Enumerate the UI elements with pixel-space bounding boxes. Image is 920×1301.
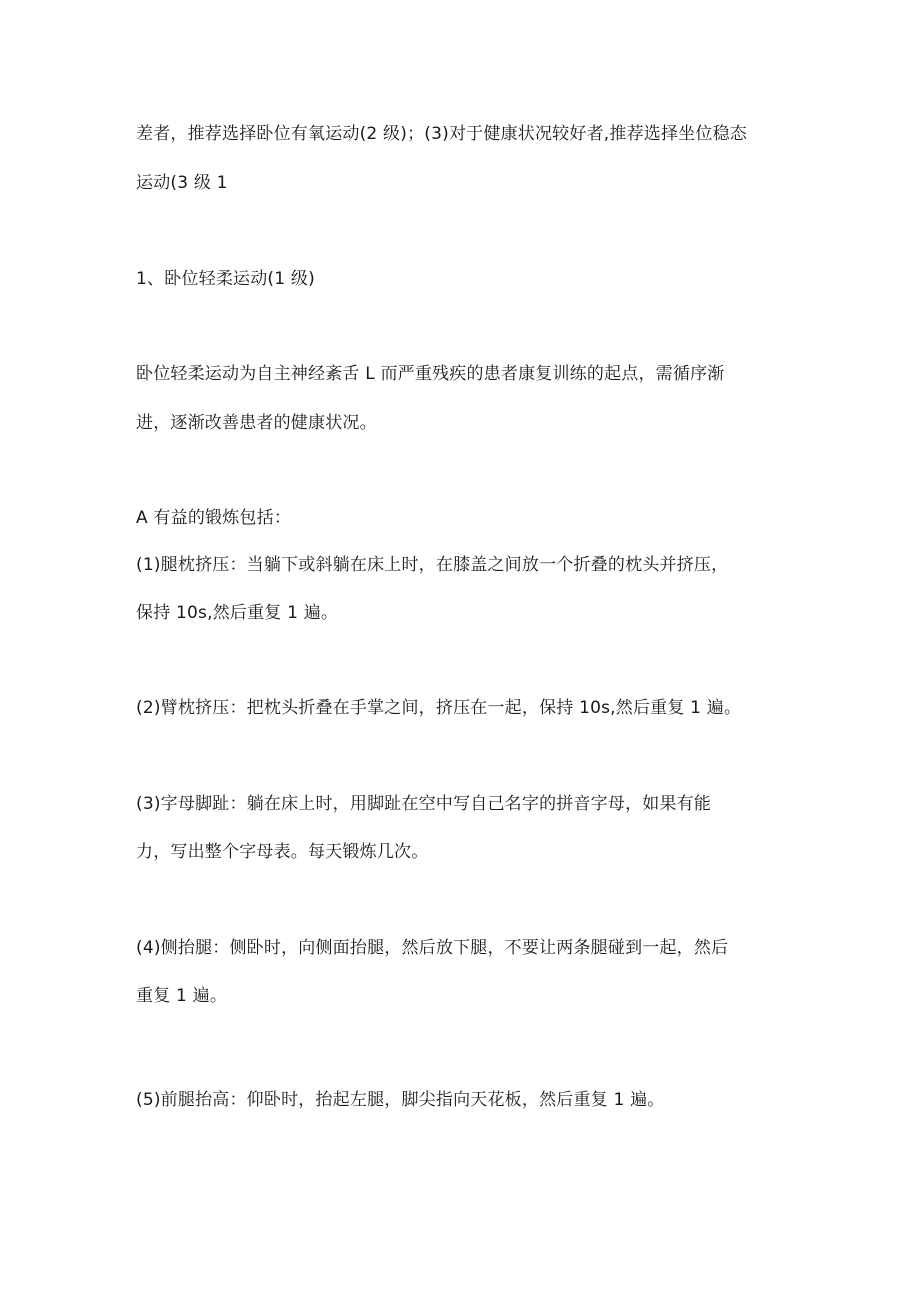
paragraph-line: 差者，推荐选择卧位有氧运动(2 级)；(3)对于健康状况较好者,推荐选择坐位稳态: [136, 124, 747, 144]
paragraph-line: 进，逐渐改善患者的健康状况。: [136, 413, 377, 433]
list-item-line: 保持 10s,然后重复 1 遍。: [136, 603, 339, 623]
list-item-line: 重复 1 遍。: [136, 986, 228, 1006]
list-item-line: (5)前腿抬高：仰卧时，抬起左腿，脚尖指向天花板，然后重复 1 遍。: [136, 1090, 665, 1110]
list-item-line: (1)腿枕挤压：当躺下或斜躺在床上时，在膝盖之间放一个折叠的枕头并挤压，: [136, 555, 729, 575]
paragraph-line: 卧位轻柔运动为自主神经紊舌 L 而严重残疾的患者康复训练的起点，需循序渐: [136, 364, 725, 384]
paragraph-line: 运动(3 级 1: [136, 173, 228, 193]
list-item-line: 力，写出整个字母表。每天锻炼几次。: [136, 842, 429, 862]
list-item-line: (4)侧抬腿：侧卧时，向侧面抬腿，然后放下腿，不要让两条腿碰到一起，然后: [136, 938, 729, 958]
list-item-line: (3)字母脚趾：躺在床上时，用脚趾在空中写自己名字的拼音字母，如果有能: [136, 794, 712, 814]
list-item-line: (2)臂枕挤压：把枕头折叠在手掌之间，挤压在一起，保持 10s,然后重复 1 遍。: [136, 698, 742, 718]
section-heading: 1、卧位轻柔运动(1 级): [136, 269, 315, 289]
list-intro: A 有益的锻炼包括：: [136, 508, 292, 528]
